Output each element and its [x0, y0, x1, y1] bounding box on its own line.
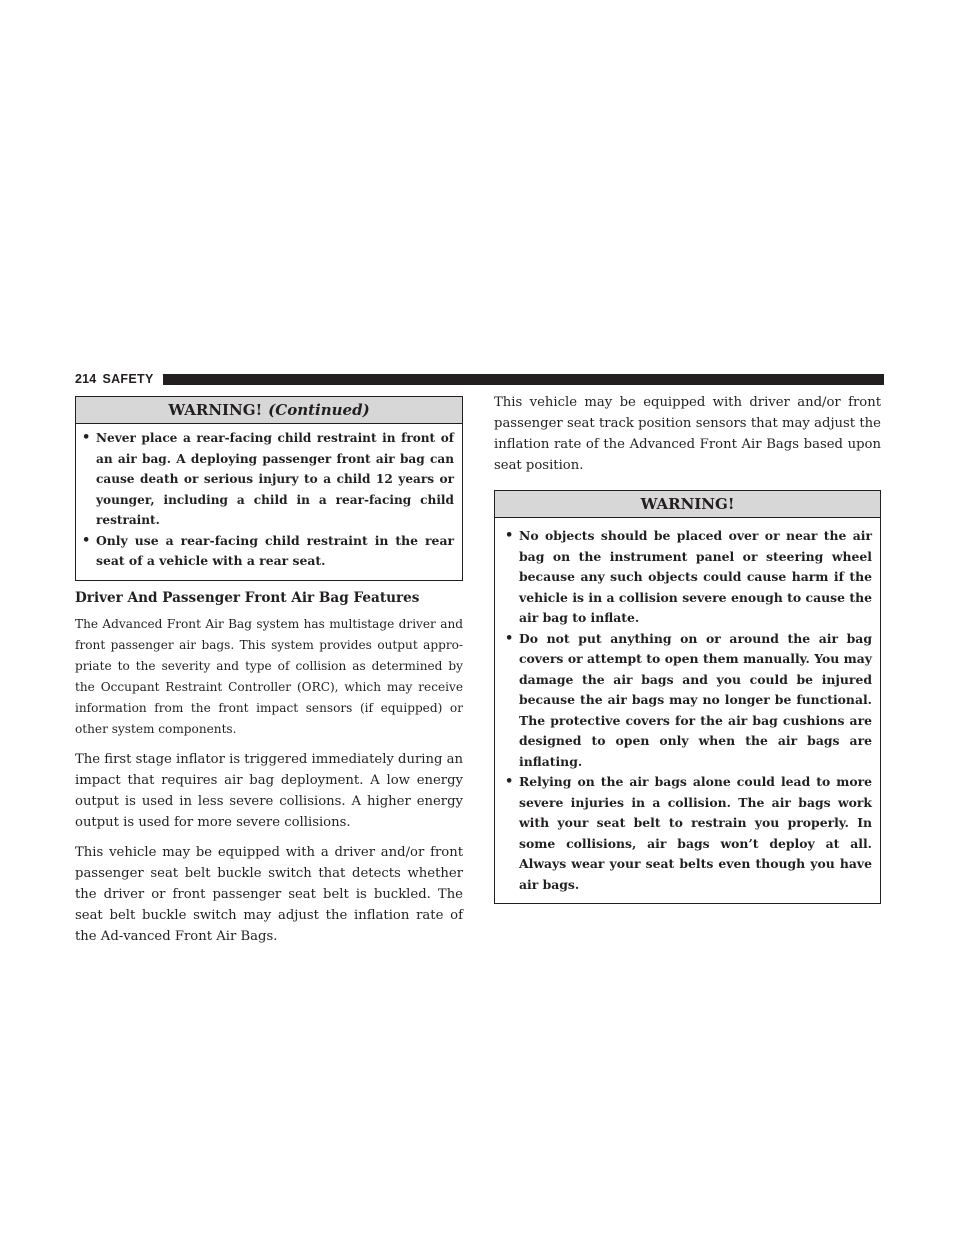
section-heading: Driver And Passenger Front Air Bag Features	[75, 589, 420, 606]
warning-continued-label: (Continued)	[268, 401, 370, 419]
bullet-text: Do not put anything on or around the air bag covers or attempt to open them manually. You may damage the air bags and you could be injured because the air bags may no longer be functional. The protective covers for the air bag cushions are designed to open only when the air bags are inflating.	[519, 630, 872, 769]
warning-box	[494, 490, 881, 904]
body-paragraph: This vehicle may be equipped with driver and/or front passenger seat track position sensors that may adjust the inflation rate of the Advanced Front Air Bags based upon seat position.	[494, 395, 881, 473]
bullet-icon: •	[82, 430, 91, 445]
bullet-text: Only use a rear-facing child restraint in the rear seat of a vehicle with a rear seat.	[96, 532, 454, 568]
bullet-icon: •	[505, 528, 514, 543]
warning-header	[495, 491, 880, 518]
bullet-icon: •	[505, 630, 514, 646]
warning-bullet	[505, 629, 872, 773]
section-title: SAFETY	[102, 372, 154, 386]
bullet-text: No objects should be placed over or near the air bag on the instrument panel or steering wheel because any such objects could cause harm if the vehicle is in a collision severe enough to cause the air bag to inflate.	[519, 528, 872, 625]
bullet-icon: •	[505, 774, 514, 789]
warning-body	[495, 518, 880, 903]
right-column	[494, 396, 881, 904]
warning-title: WARNING!	[168, 401, 263, 419]
warning-header	[76, 397, 462, 424]
page-header	[75, 372, 884, 386]
bullet-text: Relying on the air bags alone could lead to more severe injuries in a collision. The air bags work with your seat belt to restrain you properly. In some collisions, air bags won’t deploy at all. Always wear your seat belts even though you have air bags.	[519, 774, 872, 892]
warning-bullet	[82, 428, 454, 531]
bullet-icon: •	[82, 532, 91, 548]
warning-box-continued	[75, 396, 463, 581]
warning-bullet	[505, 526, 872, 629]
bullet-text: Never place a rear-facing child restraint in front of an air bag. A deploying passenger front air bag can cause death or serious injury to a child 12 years or younger, including a child in a rear-facing child restraint.	[96, 431, 454, 527]
body-paragraph: The first stage inflator is triggered immediately during an impact that requires air bag deployment. A low energy output is used in less severe collisions. A higher energy output is used for more severe collisions.	[75, 751, 464, 830]
header-rule	[163, 374, 884, 385]
body-paragraph: The Advanced Front Air Bag system has multistage driver and front passenger air bags. This system provides output appro-priate to the severity and type of collision as determined by the Occupant Restraint Controller (ORC), which may receive information from the front impact sensors (if equipped) or other system components.	[75, 616, 463, 736]
warning-title: WARNING!	[640, 495, 735, 513]
page-number: 214	[75, 372, 97, 386]
warning-body	[76, 424, 462, 580]
warning-bullet	[82, 531, 454, 572]
warning-bullet	[505, 772, 872, 895]
body-paragraph: This vehicle may be equipped with a driver and/or front passenger seat belt buckle switch that detects whether the driver or front passenger seat belt is buckled. The seat belt buckle switch may adjust the inflation rate of the Ad-vanced Front Air Bags.	[75, 844, 463, 944]
left-column	[75, 396, 463, 956]
